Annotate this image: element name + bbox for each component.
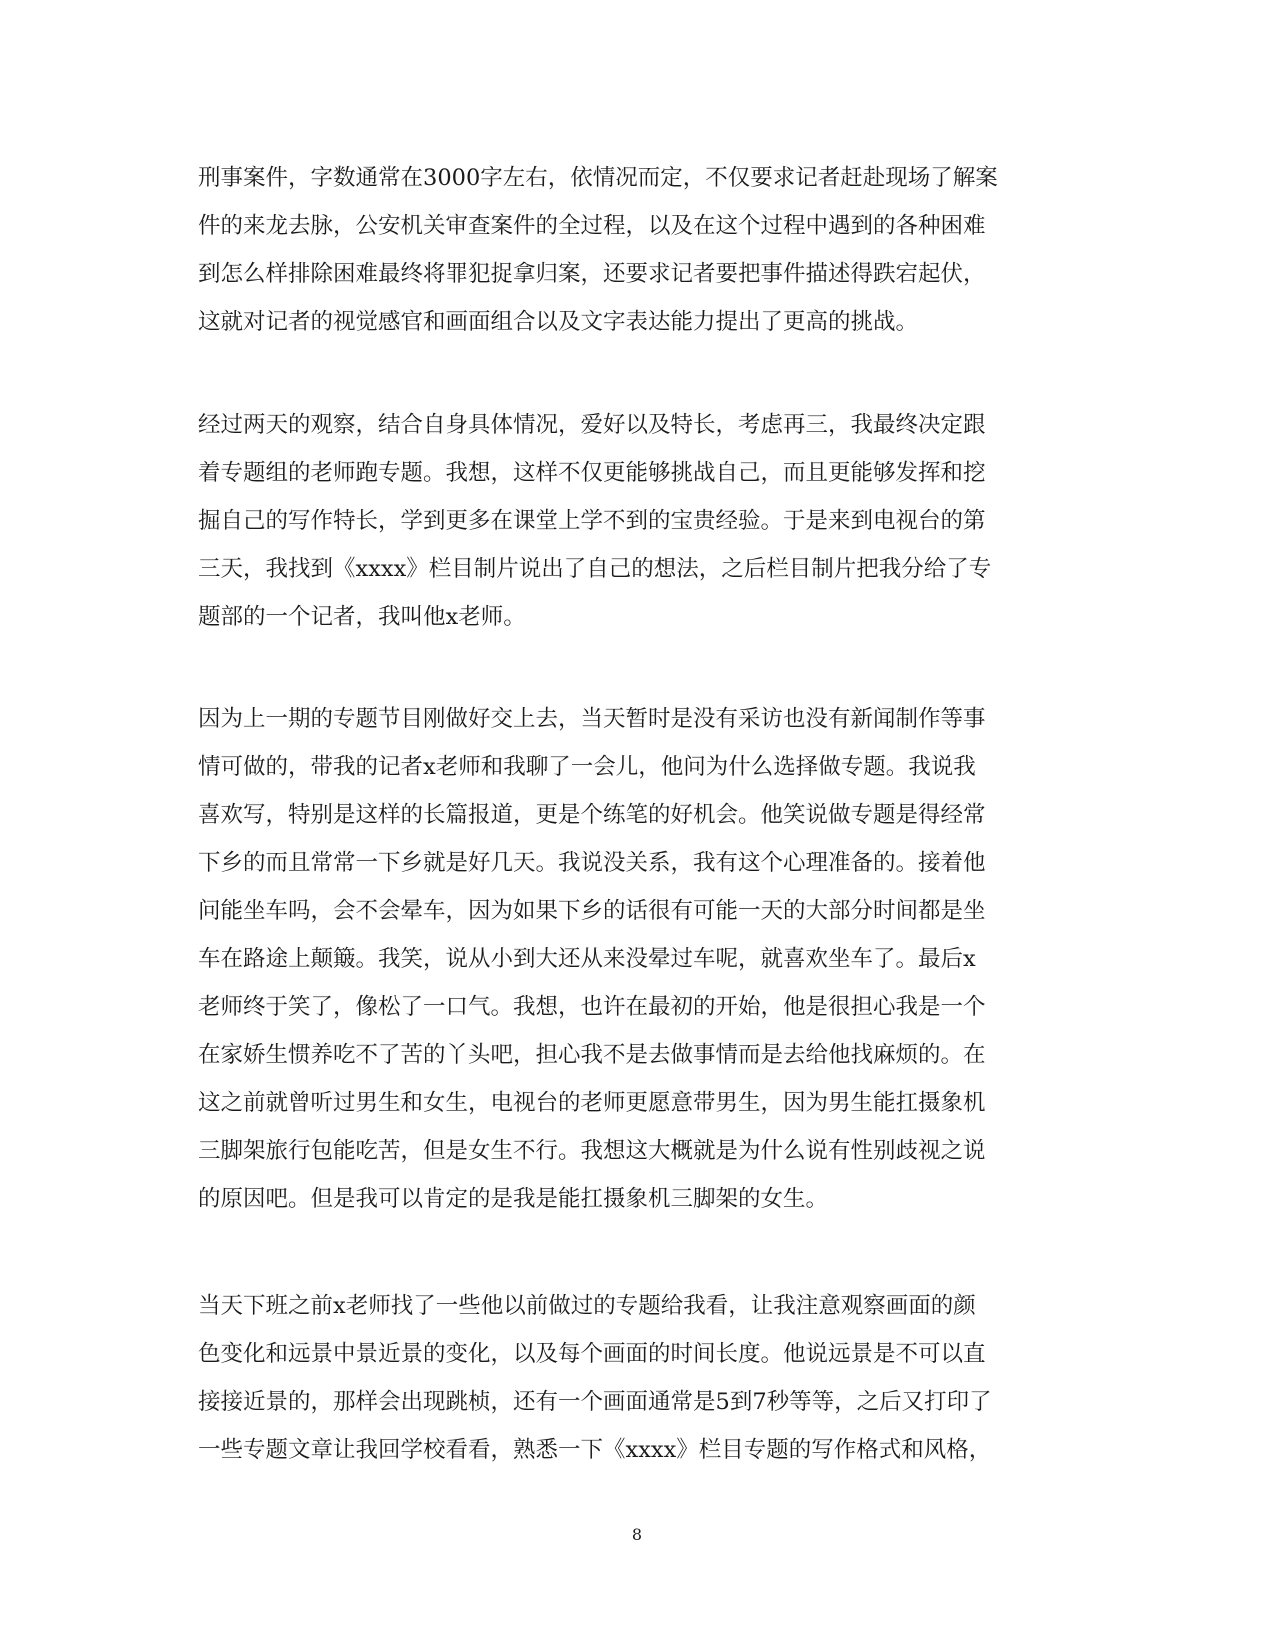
text-line: 车在路途上颠簸。我笑，说从小到大还从来没晕过车呢，就喜欢坐车了。最后x	[198, 946, 976, 972]
text-line: 当天下班之前x老师找了一些他以前做过的专题给我看，让我注意观察画面的颜	[198, 1293, 976, 1319]
text-line: 这就对记者的视觉感官和画面组合以及文字表达能力提出了更高的挑战。	[198, 309, 919, 335]
text-line: 到怎么样排除困难最终将罪犯捉拿归案，还要求记者要把事件描述得跌宕起伏，	[198, 261, 986, 287]
text-line: 三天，我找到《xxxx》栏目制片说出了自己的想法，之后栏目制片把我分给了专	[198, 556, 992, 582]
page-number: 8	[631, 1525, 643, 1544]
text-line: 色变化和远景中景近景的变化，以及每个画面的时间长度。他说远景是不可以直	[198, 1341, 986, 1367]
text-line: 题部的一个记者，我叫他x老师。	[198, 604, 526, 630]
text-line: 这之前就曾听过男生和女生，电视台的老师更愿意带男生，因为男生能扛摄象机	[198, 1090, 986, 1116]
text-line: 的原因吧。但是我可以肯定的是我是能扛摄象机三脚架的女生。	[198, 1186, 829, 1212]
text-line: 着专题组的老师跑专题。我想，这样不仅更能够挑战自己，而且更能够发挥和挖	[198, 460, 986, 486]
text-line: 件的来龙去脉，公安机关审查案件的全过程，以及在这个过程中遇到的各种困难	[198, 213, 986, 239]
text-line: 问能坐车吗，会不会晕车，因为如果下乡的话很有可能一天的大部分时间都是坐	[198, 898, 986, 924]
paragraph	[198, 154, 1078, 346]
text-line: 刑事案件，字数通常在3000字左右，依情况而定，不仅要求记者赶赴现场了解案	[198, 165, 998, 191]
text-line: 掘自己的写作特长，学到更多在课堂上学不到的宝贵经验。于是来到电视台的第	[198, 508, 986, 534]
text-line: 因为上一期的专题节目刚做好交上去，当天暂时是没有采访也没有新闻制作等事	[198, 706, 986, 732]
text-line: 情可做的，带我的记者x老师和我聊了一会儿，他问为什么选择做专题。我说我	[198, 754, 976, 780]
text-line: 老师终于笑了，像松了一口气。我想，也许在最初的开始，他是很担心我是一个	[198, 994, 986, 1020]
paragraph	[198, 401, 1078, 641]
paragraph	[198, 1282, 1078, 1474]
text-line: 喜欢写，特别是这样的长篇报道，更是个练笔的好机会。他笑说做专题是得经常	[198, 802, 986, 828]
text-line: 经过两天的观察，结合自身具体情况，爱好以及特长，考虑再三，我最终决定跟	[198, 412, 986, 438]
paragraph	[198, 695, 1078, 1223]
text-line: 接接近景的，那样会出现跳桢，还有一个画面通常是5到7秒等等，之后又打印了	[198, 1389, 992, 1415]
text-line: 下乡的而且常常一下乡就是好几天。我说没关系，我有这个心理准备的。接着他	[198, 850, 986, 876]
text-line: 一些专题文章让我回学校看看，熟悉一下《xxxx》栏目专题的写作格式和风格，	[198, 1437, 992, 1463]
text-line: 在家娇生惯养吃不了苦的丫头吧，担心我不是去做事情而是去给他找麻烦的。在	[198, 1042, 986, 1068]
text-line: 三脚架旅行包能吃苦，但是女生不行。我想这大概就是为什么说有性别歧视之说	[198, 1138, 986, 1164]
